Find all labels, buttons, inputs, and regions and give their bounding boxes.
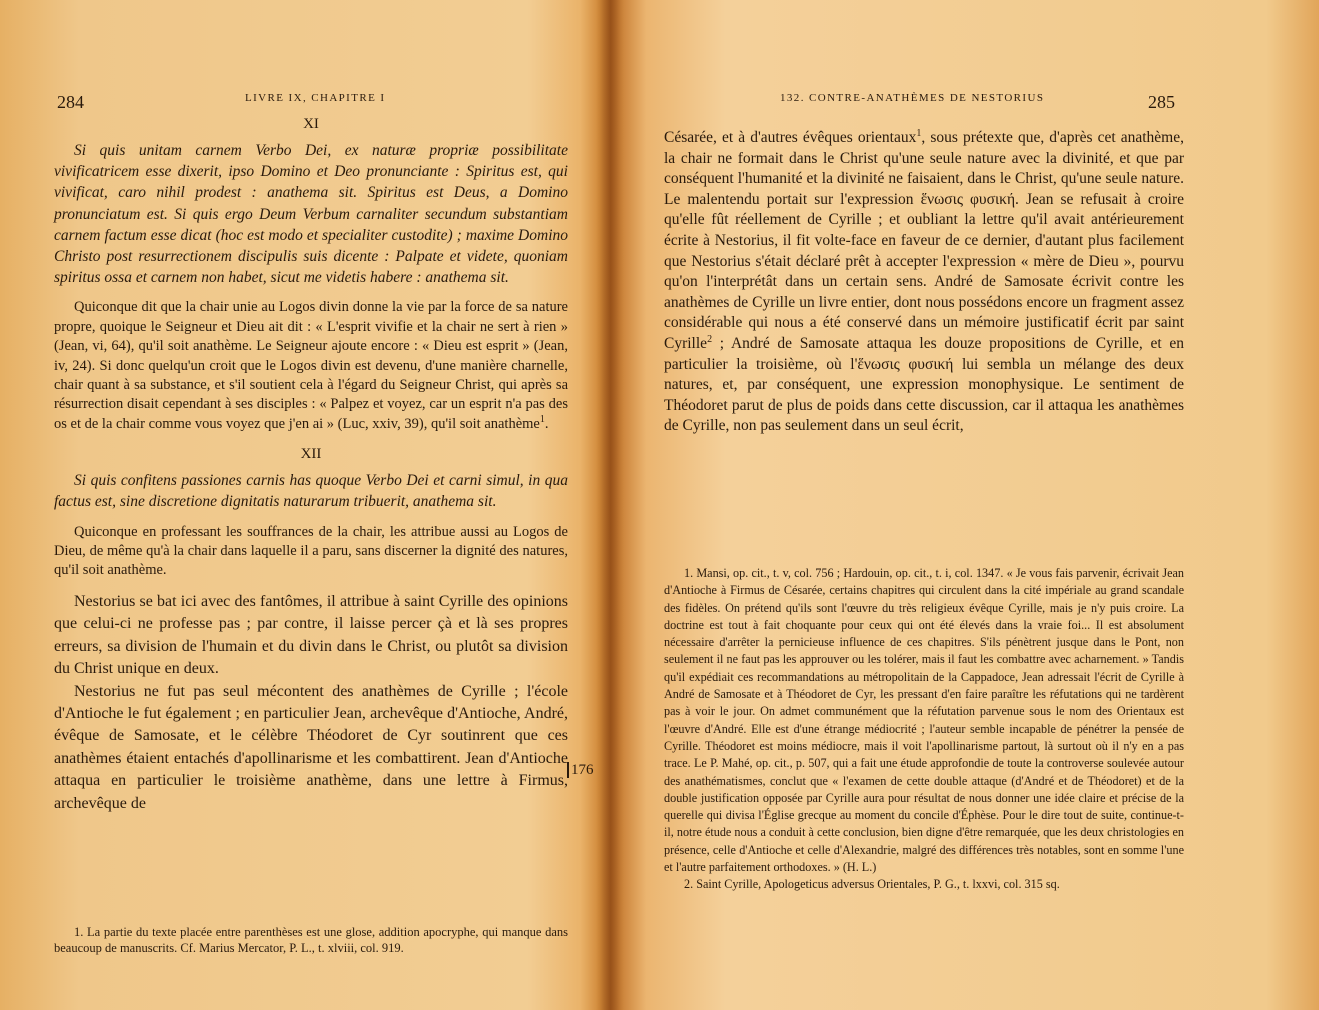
left-page-number: 284: [57, 92, 84, 112]
left-page: [0, 0, 610, 1010]
section-heading-xi: XI: [303, 116, 319, 132]
right-body-middle: , sous prétexte que, d'après cet anathème, la chair ne formait dans le Christ qu'une seule nature avec la divinité, et que par conséquent l'humanité et la divinité ne faisaient, dans le Christ, qu'une seule nature. Le malentendu portait sur l'expression ἕνωσις φυσική. Jean se refusait à croire qu'elle fût réellement de Cyrille ; et oubliant la lettre qu'il avait antérieurement écrite à Nestorius, il fit volte-face en faveur de ce dernier, d'autant plus facilement que Nestorius s'était déclaré prêt à accepter l'expression « mère de Dieu », pourvu qu'on l'interprétât dans un certain sens. André de Samosate écrivit contre les anathèmes de Cyrille un livre entier, dont nous possédons encore un fragment assez considérable qui nous a été conservé dans un mémoire justificatif écrit par saint Cyrille: [664, 129, 1184, 352]
right-body-paragraph: [664, 128, 1184, 437]
french-translation-xi-text: Quiconque dit que la chair unie au Logos divin donne la vie par la force de sa nature propre, quoique le Seigneur et Dieu ait dit : « L'esprit vivifie et la chair ne sert à rien » (Jean, vi, 64), qu'il soit anathème. Le Seigneur ajoute encore : « Dieu est esprit » (Jean, iv, 24). Si donc quelqu'un croit que le Logos divin est devenu, d'une manière charnelle, chair quant à sa substance, et s'il soutient cela à l'égard du Seigneur Christ, qui après sa résurrection disait cependant à ses disciples : « Palpez et voyez, car un esprit n'a pas des os et de la chair comme vous voyez que j'en ai » (Luc, xxiv, 39), qu'il soit anathème: [54, 299, 568, 432]
french-translation-xi: Quiconque dit que la chair unie au Logos divin donne la vie par la force de sa nature propre, quoique le Seigneur et Dieu ait dit : « L'esprit vivifie et la chair ne sert à rien » (Jean, vi, 64), qu'il soit anathème. Le Seigneur ajoute encore : « Dieu est esprit » (Jean, iv, 24). Si donc quelqu'un croit que le Logos divin est devenu, d'une manière charnelle, chair quant à sa substance, et s'il soutient cela à l'égard du Seigneur Christ, qui après sa résurrection disait cependant à ses disciples : « Palpez et voyez, car un esprit n'a pas des os et de la chair comme vous voyez que j'en ai » (Luc, xxiv, 39), qu'il soit anathème$^1$.: [54, 299, 568, 432]
left-footnote-1: 1. La partie du texte placée entre parenthèses est une glose, addition apocryphe, qui manque dans beaucoup de manuscrits. Cf. Marius Mercator, P. L., t. xlviii, col. 919.: [54, 925, 568, 956]
right-text-column: [664, 128, 1184, 437]
right-body-start: Césarée, et à d'autres évêques orientaux: [664, 129, 917, 146]
french-translation-xii: Quiconque en professant les souffrances de la chair, les attribue aussi au Logos de Dieu, de même qu'à la chair dans laquelle il a paru, sans discerner la dignité des natures, qu'il soit anathème.: [54, 523, 568, 579]
right-page-number: 285: [1148, 92, 1175, 112]
footnote-ref-right-2: 2: [707, 333, 713, 345]
right-footnote-2: 2. Saint Cyrille, Apologeticus adversus Orientales, P. G., t. lxxvi, col. 315 sq.: [684, 877, 1060, 892]
latin-text-xi: Si quis unitam carnem Verbo Dei, ex naturæ propriæ possibilitate vivificatricem esse dixerit, ipso Domino et Deo pronunciante : Spiritus est, qui vivificat, caro nihil prodest : anathema sit. Spiritus est Deus, a Domino pronunciatum est. Si quis ergo Deum Verbum carnaliter secundum substantiam carnem factum esse dicat (hoc est modo et specialiter custodite) ; maxime Domino Christo post resurrectionem discipulis suis dicente : Palpate et videte, quoniam spiritus ossa et carnem non habet, sicut me videtis habere : anathema sit.: [54, 142, 568, 287]
footnote-ref-right-1: 1: [916, 127, 922, 139]
section-heading-xii: XII: [300, 446, 322, 463]
body-paragraph-1: Nestorius se bat ici avec des fantômes, il attribue à saint Cyrille des opinions que celui-ci ne professe pas ; par contre, il laisse percer çà et là ses propres erreurs, sa division de l'humain et du divin dans le Christ, ou plutôt sa division du Christ unique en deux.: [54, 592, 568, 678]
right-footnotes: [664, 565, 1184, 894]
left-running-head: LIVRE IX, CHAPITRE I: [245, 92, 386, 104]
right-body-end: ; André de Samosate attaqua les douze propositions de Cyrille, et en particulier la troisième, où l'ἕνωσις φυσική lui sembla un mélange des deux natures, et, par conséquent, une expression monophysique. Le sentiment de Théodoret parut de plus de poids dans cette discussion, car il attaqua les anathèmes de Cyrille, non pas seulement dans un seul écrit,: [664, 334, 1184, 435]
footnote-ref-1: 1: [539, 414, 545, 426]
latin-text-xii: Si quis confitens passiones carnis has quoque Verbo Dei et carni simul, in qua factus est, sine discretione dignitatis naturarum tribuerit, anathema sit.: [54, 472, 568, 511]
body-paragraph-2: Nestorius ne fut pas seul mécontent des anathèmes de Cyrille ; l'école d'Antioche le fut également ; en particulier Jean, archevêque d'Antioche, André, évêque de Samosate, et le célèbre Théodoret de Cyr soutinrent que ces anathèmes étaient entachés d'apollinarisme et les combattirent. Jean d'Antioche attaqua en particulier le troisième anathème, dans une lettre à Firmus, archevêque de: [54, 682, 568, 812]
margin-page-number: 176: [567, 762, 594, 778]
right-running-head: 132. CONTRE-ANATHÈMES DE NESTORIUS: [780, 92, 1045, 104]
left-text-column: [54, 106, 568, 815]
right-footnote-1: 1. Mansi, op. cit., t. v, col. 756 ; Hardouin, op. cit., t. i, col. 1347. « Je vous fais parvenir, écrivait Jean d'Antioche à Firmus de Césarée, certains chapitres qui circulent dans la cité impériale au grand scandale des fidèles. On prétend qu'ils sont l'œuvre du très religieux évêque Cyrille, mais je n'y puis croire. La doctrine est tout à fait choquante pour ceux qui ont été élevés dans la vraie foi... Il est absolument nécessaire d'arrêter la pernicieuse influence de ces chapitres. S'ils pénètrent jusque dans le Pont, non seulement il ne faut pas les approuver ou les tolérer, mais il faut les combattre avec acharnement. » Tandis qu'il expédiait ces recommandations au métropolitain de la Cappadoce, Jean adressait l'écrit de Cyrille à André de Samosate et à Théodoret de Cyr, les pressant d'en faire paraître les réfutations qui ne tardèrent pas à voir le jour. On admet communément que la réfutation parvenue sous le nom des Orientaux est l'œuvre d'André. Elle est d'une étrange médiocrité ; l'auteur semble incapable de pénétrer la pensée de Cyrille. Théodoret est moins médiocre, mais il voit l'apollinarisme partout, là surtout où il n'y en a pas trace. Le P. Mahé, op. cit., p. 507, qui a fait une étude approfondie de toute la controverse soulevée autour des anathématismes, conclut que « l'examen de cette double attaque (d'André et de Théodoret) et de la double justification opposée par Cyrille aura pour résultat de nous donner une idée claire et précise de la querelle qui divisa l'Église grecque au moment du concile d'Éphèse. Pour le dire tout de suite, continue-t-il, notre étude nous a conduit à cette conclusion, bien digne d'être remarquée, que les deux christologies en présence, celle d'Antioche et celle d'Alexandrie, malgré des différences très notables, sont en somme l'une et l'autre parfaitement orthodoxes. » (H. L.): [664, 566, 1184, 875]
left-footnotes: [54, 924, 568, 957]
right-page: [612, 0, 1319, 1010]
